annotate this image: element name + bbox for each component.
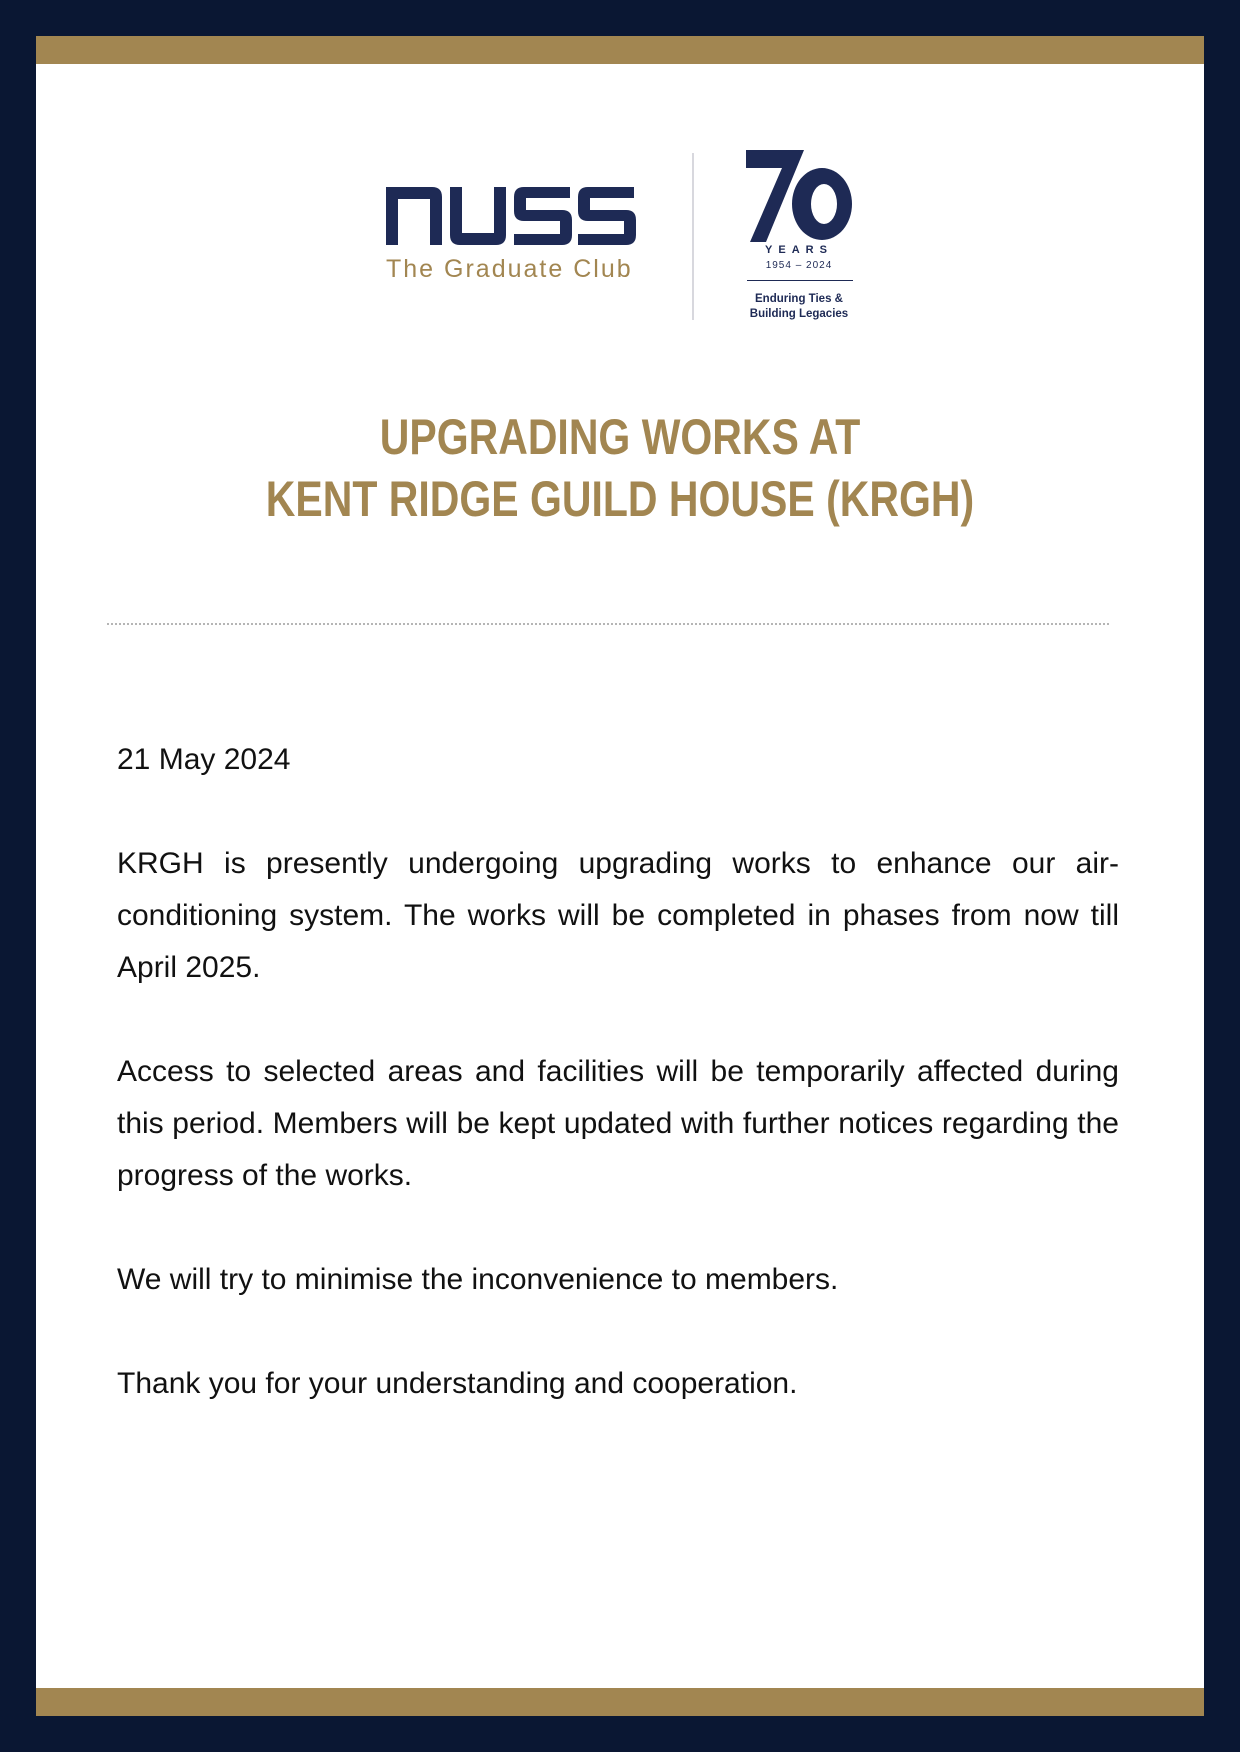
paragraph: Thank you for your understanding and cooperation. — [117, 1367, 798, 1400]
title-line2: KENT RIDGE GUILD HOUSE (KRGH) — [265, 471, 975, 527]
paragraph: KRGH is presently undergoing upgrading works to enhance our air-conditioning system. The works will be completed in phases from now till April 2025. — [117, 847, 1119, 984]
paragraph: Access to selected areas and facilities will be temporarily affected during this period. Members will be kept updated with further notices regarding the progress of the works. — [117, 1055, 1119, 1192]
dotted-separator — [107, 623, 1109, 625]
notice-body — [117, 734, 1119, 1462]
logo-subtitle: The Graduate Club — [386, 255, 633, 283]
notice-date: 21 May 2024 — [117, 743, 291, 776]
bottom-gold-bar — [36, 1688, 1204, 1716]
paragraph: We will try to minimise the inconvenience to members. — [117, 1263, 839, 1296]
years-range: 1954 – 2024 — [765, 260, 833, 271]
notice-title — [36, 406, 1204, 530]
years-label: YEARS — [765, 244, 833, 256]
tagline-line1: Enduring Ties & — [755, 293, 843, 305]
seventy-years-emblem — [744, 150, 854, 242]
logo-divider — [692, 153, 694, 320]
top-gold-bar — [36, 36, 1204, 64]
emblem-rule — [747, 280, 853, 281]
tagline — [736, 292, 862, 322]
tagline-line2: Building Legacies — [749, 308, 849, 320]
title-line1: UPGRADING WORKS AT — [379, 409, 861, 465]
nuss-wordmark-logo — [386, 187, 636, 245]
notice-page — [36, 36, 1204, 1716]
